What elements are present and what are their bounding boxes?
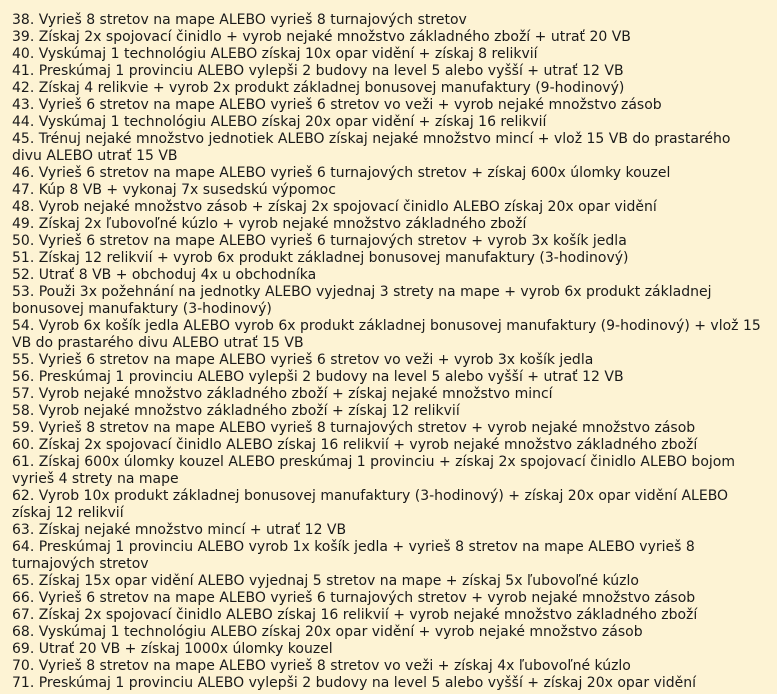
quest-item-47: 47. Kúp 8 VB + vykonaj 7x susedskú výpomoc bbox=[12, 182, 336, 198]
quest-item-70: 70. Vyrieš 8 stretov na mape ALEBO vyrieš 8 stretov vo veži + získaj 4x ľubovoľné kúzlo bbox=[12, 658, 631, 674]
quest-item-62: 62. Vyrob 10x produkt základnej bonusovej manufaktury (3-hodinový) + získaj 20x opar vidění ALEBO získaj 12 relikvií bbox=[12, 488, 729, 521]
quest-item-63: 63. Získaj nejaké množstvo mincí + utrať 12 VB bbox=[12, 522, 347, 538]
quest-item-67: 67. Získaj 2x spojovací činidlo ALEBO získaj 16 relikvií + vyrob nejaké množstvo základného zboží bbox=[12, 607, 698, 623]
quest-item-48: 48. Vyrob nejaké množstvo zásob + získaj 2x spojovací činidlo ALEBO získaj 20x opar vidění bbox=[12, 199, 657, 215]
quest-item-49: 49. Získaj 2x ľubovoľné kúzlo + vyrob nejaké množstvo základného zboží bbox=[12, 216, 527, 232]
quest-item-58: 58. Vyrob nejaké množstvo základného zboží + získaj 12 relikvií bbox=[12, 403, 460, 419]
quest-item-41: 41. Preskúmaj 1 provinciu ALEBO vylepši 2 budovy na level 5 alebo vyšší + utrať 12 VB bbox=[12, 63, 624, 79]
quest-item-42: 42. Získaj 4 relikvie + vyrob 2x produkt základnej bonusovej manufaktury (9-hodinový) bbox=[12, 80, 625, 96]
quest-item-52: 52. Utrať 8 VB + obchoduj 4x u obchodníka bbox=[12, 267, 317, 283]
quest-item-44: 44. Vyskúmaj 1 technológiu ALEBO získaj 20x opar vidění + získaj 16 relikvií bbox=[12, 114, 547, 130]
quest-item-64: 64. Preskúmaj 1 provinciu ALEBO vyrob 1x košík jedla + vyrieš 8 stretov na mape ALEBO vyrieš 8 turnajových stretov bbox=[12, 539, 695, 572]
quest-item-65: 65. Získaj 15x opar vidění ALEBO vyjednaj 5 stretov na mape + získaj 5x ľubovoľné kúzlo bbox=[12, 573, 639, 589]
quest-item-61: 61. Získaj 600x úlomky kouzel ALEBO preskúmaj 1 provinciu + získaj 2x spojovací činidlo ALEBO bojom vyrieš 4 strety na mape bbox=[12, 454, 735, 487]
quest-item-38: 38. Vyrieš 8 stretov na mape ALEBO vyrieš 8 turnajových stretov bbox=[12, 12, 467, 28]
quest-item-39: 39. Získaj 2x spojovací činidlo + vyrob nejaké množstvo základného zboží + utrať 20 VB bbox=[12, 29, 631, 45]
quest-item-56: 56. Preskúmaj 1 provinciu ALEBO vylepši 2 budovy na level 5 alebo vyšší + utrať 12 VB bbox=[12, 369, 624, 385]
quest-item-43: 43. Vyrieš 6 stretov na mape ALEBO vyrieš 6 stretov vo veži + vyrob nejaké množstvo zásob bbox=[12, 97, 662, 113]
quest-item-59: 59. Vyrieš 8 stretov na mape ALEBO vyrieš 8 turnajových stretov + vyrob nejaké množstvo zásob bbox=[12, 420, 696, 436]
quest-item-69: 69. Utrať 20 VB + získaj 1000x úlomky kouzel bbox=[12, 641, 333, 657]
quest-item-53: 53. Použi 3x požehnání na jednotky ALEBO vyjednaj 3 strety na mape + vyrob 6x produkt základnej bonusovej manufaktury (3-hodinový) bbox=[12, 284, 712, 317]
quest-item-51: 51. Získaj 12 relikvií + vyrob 6x produkt základnej bonusovej manufaktury (3-hodinový) bbox=[12, 250, 629, 266]
quest-item-50: 50. Vyrieš 6 stretov na mape ALEBO vyrieš 6 turnajových stretov + vyrob 3x košík jedla bbox=[12, 233, 627, 249]
quest-item-71: 71. Preskúmaj 1 provinciu ALEBO vylepši 2 budovy na level 5 alebo vyšší + získaj 20x opar vidění bbox=[12, 675, 697, 691]
quest-item-68: 68. Vyskúmaj 1 technológiu ALEBO získaj 20x opar vidění + vyrob nejaké množstvo zásob bbox=[12, 624, 643, 640]
quest-item-66: 66. Vyrieš 6 stretov na mape ALEBO vyrieš 6 turnajových stretov + vyrob nejaké množstvo zásob bbox=[12, 590, 696, 606]
quest-item-45: 45. Trénuj nejaké množstvo jednotiek ALEBO získaj nejaké množstvo mincí + vlož 15 VB do prastarého divu ALEBO utrať 15 VB bbox=[12, 131, 731, 164]
quest-item-55: 55. Vyrieš 6 stretov na mape ALEBO vyrieš 6 stretov vo veži + vyrob 3x košík jedla bbox=[12, 352, 594, 368]
quest-item-54: 54. Vyrob 6x košík jedla ALEBO vyrob 6x produkt základnej bonusovej manufaktury (9-hodinový) + vlož 15 VB do prastarého divu ALEBO utrať 15 VB bbox=[12, 318, 761, 351]
quest-item-57: 57. Vyrob nejaké množstvo základného zboží + získaj nejaké množstvo mincí bbox=[12, 386, 553, 402]
quest-item-40: 40. Vyskúmaj 1 technológiu ALEBO získaj 10x opar vidění + získaj 8 relikvií bbox=[12, 46, 538, 62]
quest-item-60: 60. Získaj 2x spojovací činidlo ALEBO získaj 16 relikvií + vyrob nejaké množstvo základného zboží bbox=[12, 437, 698, 453]
quest-item-46: 46. Vyrieš 6 stretov na mape ALEBO vyrieš 6 turnajových stretov + získaj 600x úlomky kouzel bbox=[12, 165, 671, 181]
